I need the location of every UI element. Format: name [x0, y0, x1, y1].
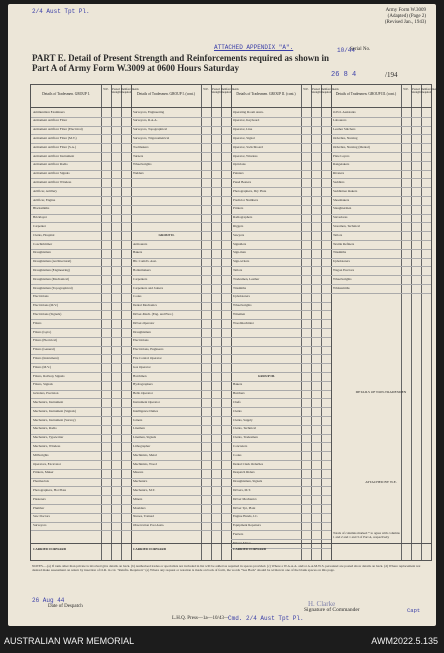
notes: NOTES.—(a) If rank other than private is involved give details on back. (b) Authorised trades or specialists not included in list will be added as required in spaces provided. (c) Where a W.A.A.A. and/or A.A.M.W.S. personnel are posted show details on back. (d) Where replacement not desired make assessment on return by insertion of O.R. in col. "Reinfts. Required." (e) Where any request or notation is made on back of form, the words "See Back" should be written in one of the blank spaces on this page. — [32, 564, 421, 573]
trade-row: Electricians (M.V.) — [33, 303, 59, 308]
trade-row: Panel Beaters — [233, 179, 252, 184]
trade-row: Leather Stitchers — [333, 127, 356, 132]
trade-row: Artificer, Engine — [33, 197, 56, 202]
trade-row: Mechanics, Instrument (Signals) — [33, 408, 76, 413]
trade-row: Armament Artificer Radio — [33, 162, 68, 167]
trade-row: Despatch Riders — [233, 470, 255, 475]
serial-label: Serial No. — [350, 47, 371, 52]
trade-row: Printers, Maker — [33, 470, 54, 475]
form-page — [8, 4, 439, 626]
trade-row: Clerks, Tradesmen — [233, 435, 258, 440]
signature-rank: Capt — [407, 607, 421, 614]
column-divider — [231, 85, 232, 560]
trade-row: Carpenters and Joiners — [133, 285, 164, 290]
row-rule — [131, 196, 231, 197]
column-header: Details of Tradesmen. GROUP I. (cont.) — [137, 92, 195, 96]
trade-row: Armament Artificer Fitter (M.V.) — [33, 135, 77, 140]
year-label: /194 — [385, 71, 398, 79]
row-rule — [131, 205, 231, 206]
subcolumn-divider — [301, 85, 302, 560]
carried-forward-label: CARRIED FORWARD — [133, 547, 167, 551]
trade-row: Riggers — [233, 223, 244, 228]
row-rule — [231, 346, 331, 347]
trade-row: Grinders, Precision — [33, 391, 59, 396]
trade-row: Equipment Repairers — [233, 523, 261, 528]
trade-row: Armament Artificer Signals — [33, 171, 70, 176]
trade-row: Lithographer — [133, 443, 151, 448]
form-identifier — [385, 8, 426, 26]
trade-row: Sign-writers — [233, 259, 250, 264]
trade-row: Draughtsman — [33, 250, 51, 255]
trade-row: Dental Mechanics — [133, 303, 157, 308]
trade-row: Carpenters — [133, 276, 148, 281]
trade-row: Slaughtermen — [333, 206, 352, 211]
trade-row: Fitters — [33, 320, 42, 325]
trade-row: Textile Refiners — [333, 241, 355, 246]
trade-row: Radiographers — [233, 215, 253, 220]
trade-row: Tinsmiths — [233, 285, 247, 290]
subcolumn-header: Reinforcements Required — [421, 88, 439, 94]
row-rule — [131, 214, 231, 215]
trade-row: Clerks, Technical — [233, 426, 256, 431]
trade-row: Observation Post Assts. — [133, 523, 165, 528]
press-text: L.H.Q. Press—1a—10/43— — [172, 616, 229, 621]
trade-row: Linemen — [133, 426, 145, 431]
trade-row: Clerks, Hospital — [33, 232, 55, 237]
subcolumn-header: Posted Strength — [211, 88, 221, 94]
trade-row: Draughtsmen, Signals — [233, 479, 263, 484]
subcolumn-header: W.E. — [203, 88, 209, 91]
subcolumn-header: W.E. — [103, 88, 109, 91]
trade-row: Saddletree makers — [333, 188, 358, 193]
trade-row: Plasterers — [33, 496, 46, 501]
trade-row: Electricians (Signals) — [33, 311, 62, 316]
row-rule — [131, 530, 231, 531]
subcolumn-divider — [411, 85, 412, 560]
trade-row: Surveyors, Engineering — [133, 109, 165, 114]
trade-row: Electricians — [133, 338, 149, 343]
trade-row: Clerks, Supply — [233, 417, 253, 422]
despatch-date: 26 Aug 44 — [32, 597, 65, 604]
trade-row: Wheelwrights — [333, 276, 352, 281]
trade-row: Coachtrimmer — [33, 241, 53, 246]
trade-row: Ammunition Examiners — [33, 109, 65, 114]
trade-row: Bakers — [133, 250, 143, 255]
form-id-line: (Adapted) (Page 2) — [387, 14, 426, 19]
trade-row: Moulders — [133, 505, 146, 510]
trade-row: Instrument Operator — [133, 399, 160, 404]
row-rule — [31, 530, 131, 531]
trade-row: Cooks — [133, 294, 142, 299]
archive-name: AUSTRALIAN WAR MEMORIAL — [4, 636, 135, 646]
row-rule — [231, 337, 331, 338]
trade-row: Orderlies, Nursing — [333, 135, 358, 140]
trade-row: Mechanics, Instrument — [33, 399, 64, 404]
trade-row: Operator, Switchboard — [233, 144, 263, 149]
trade-row: Orderlies, Nursing (Mental) — [333, 144, 370, 149]
carried-forward-label: CARRIED FORWARD — [233, 547, 267, 551]
despatch-label: Date of Despatch — [48, 604, 83, 609]
part-e-title-line2: Part A of Army Form W.3009 at 0600 Hours Saturday — [32, 63, 239, 73]
trade-row: Pharmacists — [33, 479, 49, 484]
trade-row: Signallers — [233, 241, 247, 246]
trade-row: Linemen, Signals — [133, 435, 157, 440]
row-rule — [331, 293, 431, 294]
trade-row: Upholsterers — [333, 259, 350, 264]
trade-row: Wheelwrights — [133, 162, 152, 167]
trade-row: Shoemakers — [333, 197, 350, 202]
column-header: Details of Tradesmen. GROUP II. (cont.) — [236, 92, 296, 96]
subcolumn-divider — [121, 85, 122, 560]
trade-row: Tailors — [233, 267, 243, 272]
trade-row: Rangetakers — [333, 162, 350, 167]
trade-row: Stevedores — [333, 215, 348, 220]
trade-row: Saw Doctors — [33, 514, 50, 519]
trade-row: Operators, Excavator — [33, 461, 62, 466]
row-rule — [231, 354, 331, 355]
trade-row: Driver Mechanics — [233, 496, 257, 501]
subcolumn-divider — [101, 85, 102, 560]
trade-row: Fitters (Electrical) — [33, 338, 58, 343]
date-fill: 26 8 4 — [331, 71, 357, 79]
trade-row: Driver-Operator — [133, 320, 155, 325]
trade-row: Bakers — [233, 382, 243, 387]
trade-row: Dental Clerk Orderlies — [233, 461, 264, 466]
trade-row: Armament Artificer Fitter (Electrical) — [33, 127, 83, 132]
trade-row: Operating Room Assts. — [233, 109, 264, 114]
subcolumn-divider — [421, 85, 422, 560]
trade-row: O.P.O. Assistants — [333, 109, 356, 114]
trade-row: Hatchmen — [133, 373, 147, 378]
subcolumn-divider — [321, 85, 322, 560]
trade-row: Draughtsman (Topographical) — [33, 285, 73, 290]
strength-table — [30, 84, 439, 561]
trade-row: Mechanics, Instrument (Survey) — [33, 417, 76, 422]
subcolumn-divider — [111, 85, 112, 560]
trade-row: Electricians — [33, 294, 49, 299]
subcolumn-header: Posted Strength — [411, 88, 421, 94]
trade-row: Blr. Comd's. Asst. — [133, 259, 157, 264]
trade-row: Surveyors, R.A.A. — [133, 118, 158, 123]
unit-fill: 2/4 Aust Tpt Pl. — [32, 8, 90, 15]
trade-row: Upholsterers — [233, 294, 250, 299]
subcolumn-header: Posted Strength — [311, 88, 321, 94]
archive-id: AWM2022.5.135 — [371, 636, 438, 646]
column-divider — [131, 85, 132, 560]
trade-row: Surveyors — [33, 523, 47, 528]
trade-row: Fitters (General) — [33, 347, 55, 352]
signature-label: Signature of Commander — [304, 607, 360, 613]
row-rule — [231, 328, 331, 329]
trade-row: Intelligence Duties — [133, 408, 158, 413]
trade-row: Driver Tpt, Plant — [233, 505, 256, 510]
subcolumn-header: W.E. — [403, 88, 409, 91]
row-rule — [231, 363, 331, 364]
trade-row: Tradesmen, Leather — [233, 276, 260, 281]
trade-row: Chefs — [233, 399, 241, 404]
trade-row: Joiners — [133, 417, 143, 422]
subcolumn-divider — [401, 85, 402, 560]
trade-row: Armourers — [133, 241, 148, 246]
trade-row: Woodmachinist — [233, 320, 254, 325]
row-rule — [131, 178, 231, 179]
trade-row: Armament Artificer Fitter — [33, 118, 68, 123]
trade-row: Driver-Mech. (Eng. and Elec.) — [133, 311, 174, 316]
trade-row: Carpenter — [33, 223, 46, 228]
trade-row: Plumber — [33, 505, 45, 510]
trade-row: Wagon Erectors — [333, 267, 355, 272]
subcolumn-divider — [221, 85, 222, 560]
trade-row: Predictor Numbers — [233, 197, 258, 202]
trade-row: Boilermakers — [133, 267, 151, 272]
trade-row: GROUP III. — [257, 373, 276, 378]
trade-row: Operator, Keyboard — [233, 118, 260, 123]
trade-row: Clerks — [233, 408, 242, 413]
subcolumn-header: Posted Strength — [111, 88, 121, 94]
trade-row: Farriers — [233, 531, 244, 536]
trade-row: Plate Layers — [333, 153, 350, 158]
trade-row: Armament Artificer Instrument — [33, 153, 75, 158]
subcolumn-divider — [311, 85, 312, 560]
subcolumn-header: Reinforcements Required — [121, 88, 139, 94]
trade-row: Hydrographers — [133, 382, 153, 387]
trade-row: Sign-men — [233, 250, 246, 255]
subcolumn-divider — [201, 85, 202, 560]
trade-row: Labourers — [333, 118, 347, 123]
trade-row: Concreters — [233, 443, 248, 448]
trade-row: Turners — [133, 153, 144, 158]
form-id-line: Army Form W.3009 — [385, 8, 426, 13]
trade-row: Fitters, Railway Signals — [33, 373, 65, 378]
trade-row: Mechanics, Wireless — [33, 443, 61, 448]
trade-row: Welders — [133, 171, 144, 176]
signature: H. Clarke — [308, 600, 336, 608]
part-e-title: PART E. Detail of Present Strength and Reinforcements required as shown in — [32, 53, 330, 63]
trade-row: Hello Operator — [133, 391, 153, 396]
trade-row: Storemen, Technical — [333, 223, 360, 228]
trade-row: Operator, Line — [233, 127, 253, 132]
trade-row: Butchers — [233, 391, 245, 396]
trade-row: Draughtsmen — [133, 329, 151, 334]
form-id-line: (Revised Jan., 1943) — [384, 20, 426, 25]
trade-row: Machinists, Metal — [133, 452, 157, 457]
trade-row: Artificer, Artillery — [33, 188, 58, 193]
non-tradesmen-header: DETAILS OF NON-TRADESMEN — [355, 390, 407, 394]
trade-row: Nurses, Trained — [133, 514, 154, 519]
trade-row: Printers — [233, 206, 244, 211]
trade-row: Surveyors, Topographical — [133, 127, 167, 132]
trade-row: Drivers, M.T. — [233, 487, 251, 492]
row-rule — [131, 187, 231, 188]
trade-row: Millwrights — [33, 452, 49, 457]
trade-row: Mechanics — [133, 479, 148, 484]
trade-row: Armament Artificer Wireless — [33, 179, 72, 184]
trade-row: Electricians, Engineers — [133, 347, 164, 352]
trade-row: Miners — [133, 496, 143, 501]
trade-row: GROUP II. — [158, 232, 175, 237]
trade-row: Saddlers — [333, 179, 345, 184]
trade-row: Operator, Wireless — [233, 153, 258, 158]
column-header: Details of Tradesmen. GROUP I. — [42, 92, 90, 96]
trade-row: Opticians — [233, 162, 246, 167]
trade-row: Mechanics, Typewriter — [33, 435, 64, 440]
trade-row: Cooks — [233, 452, 242, 457]
attached-by-we: ATTACHED BY W.E. — [365, 480, 397, 484]
trade-row: Mechanics, Radio — [33, 426, 57, 431]
trade-row: Fire Control Operator — [133, 355, 162, 360]
subcolumn-divider — [211, 85, 212, 560]
carried-forward-label: Totals of columns marked * to agree with columns 1 and 2 and 1 and 3 of Part A, respectively — [333, 531, 400, 539]
trade-row: Photographers, Dry Plate — [233, 188, 267, 193]
trade-row: Machinists, Wood — [133, 461, 157, 466]
trade-row: Operator, Signal — [233, 135, 255, 140]
trade-row: Whitesmiths — [333, 285, 350, 290]
subcolumn-header: W.E. — [303, 88, 309, 91]
trade-row: Fitters (Instrument) — [33, 355, 59, 360]
trade-row: Fitters' Mates — [233, 540, 251, 545]
trade-row: Wiremen — [233, 311, 246, 316]
command-stamp: Cmd. 2/4 Aust Tpt Pl. — [228, 615, 304, 622]
trade-row: Draughtsman (Mechanical) — [33, 276, 70, 281]
column-header: Details of Tradesmen. GROUP III. (cont.) — [335, 92, 397, 96]
trade-row: Tailors — [333, 232, 343, 237]
trade-row: Mechanics, M.T. — [133, 487, 156, 492]
trade-row: Surveyors, Trigonometrical — [133, 135, 170, 140]
trade-row: Painters — [233, 171, 244, 176]
carried-forward-label: CARRIED FORWARD — [33, 547, 67, 551]
attached-appendix: ATTACHED APPENDIX "A". — [214, 44, 294, 51]
trade-row: Sawyers — [233, 232, 245, 237]
trade-row: Fitters (M.V.) — [33, 364, 51, 369]
trade-row: Wheelwrights — [233, 303, 252, 308]
trade-row: Bricklayer — [33, 215, 47, 220]
subcolumn-header: Reinforcements Required — [321, 88, 339, 94]
trade-row: Armament Artificer Fitter (S.A.) — [33, 144, 76, 149]
trade-row: Blacksmiths — [33, 206, 50, 211]
trade-row: Engine Hands, I.C. — [233, 514, 259, 519]
header-rule — [31, 107, 431, 108]
trade-row: Masons — [133, 470, 144, 475]
row-rule — [131, 222, 231, 223]
trade-row: Draughtsman (Architectural) — [33, 259, 72, 264]
serial-fill: 10/44 — [337, 47, 356, 54]
trade-row: Photographers, Hot Plate — [33, 487, 67, 492]
trade-row: Toolmakers — [133, 144, 149, 149]
trade-row: Draughtsman (Engineering) — [33, 267, 70, 272]
trade-row: Fitters, Signals — [33, 382, 53, 387]
trade-row: Gas Operator — [133, 364, 151, 369]
trade-row: Fitters (Gyro) — [33, 329, 52, 334]
trade-row: Tinsmiths — [333, 250, 347, 255]
subcolumn-header: Reinforcements Required — [221, 88, 239, 94]
trade-row: Riveters — [333, 171, 344, 176]
column-divider — [331, 85, 332, 560]
